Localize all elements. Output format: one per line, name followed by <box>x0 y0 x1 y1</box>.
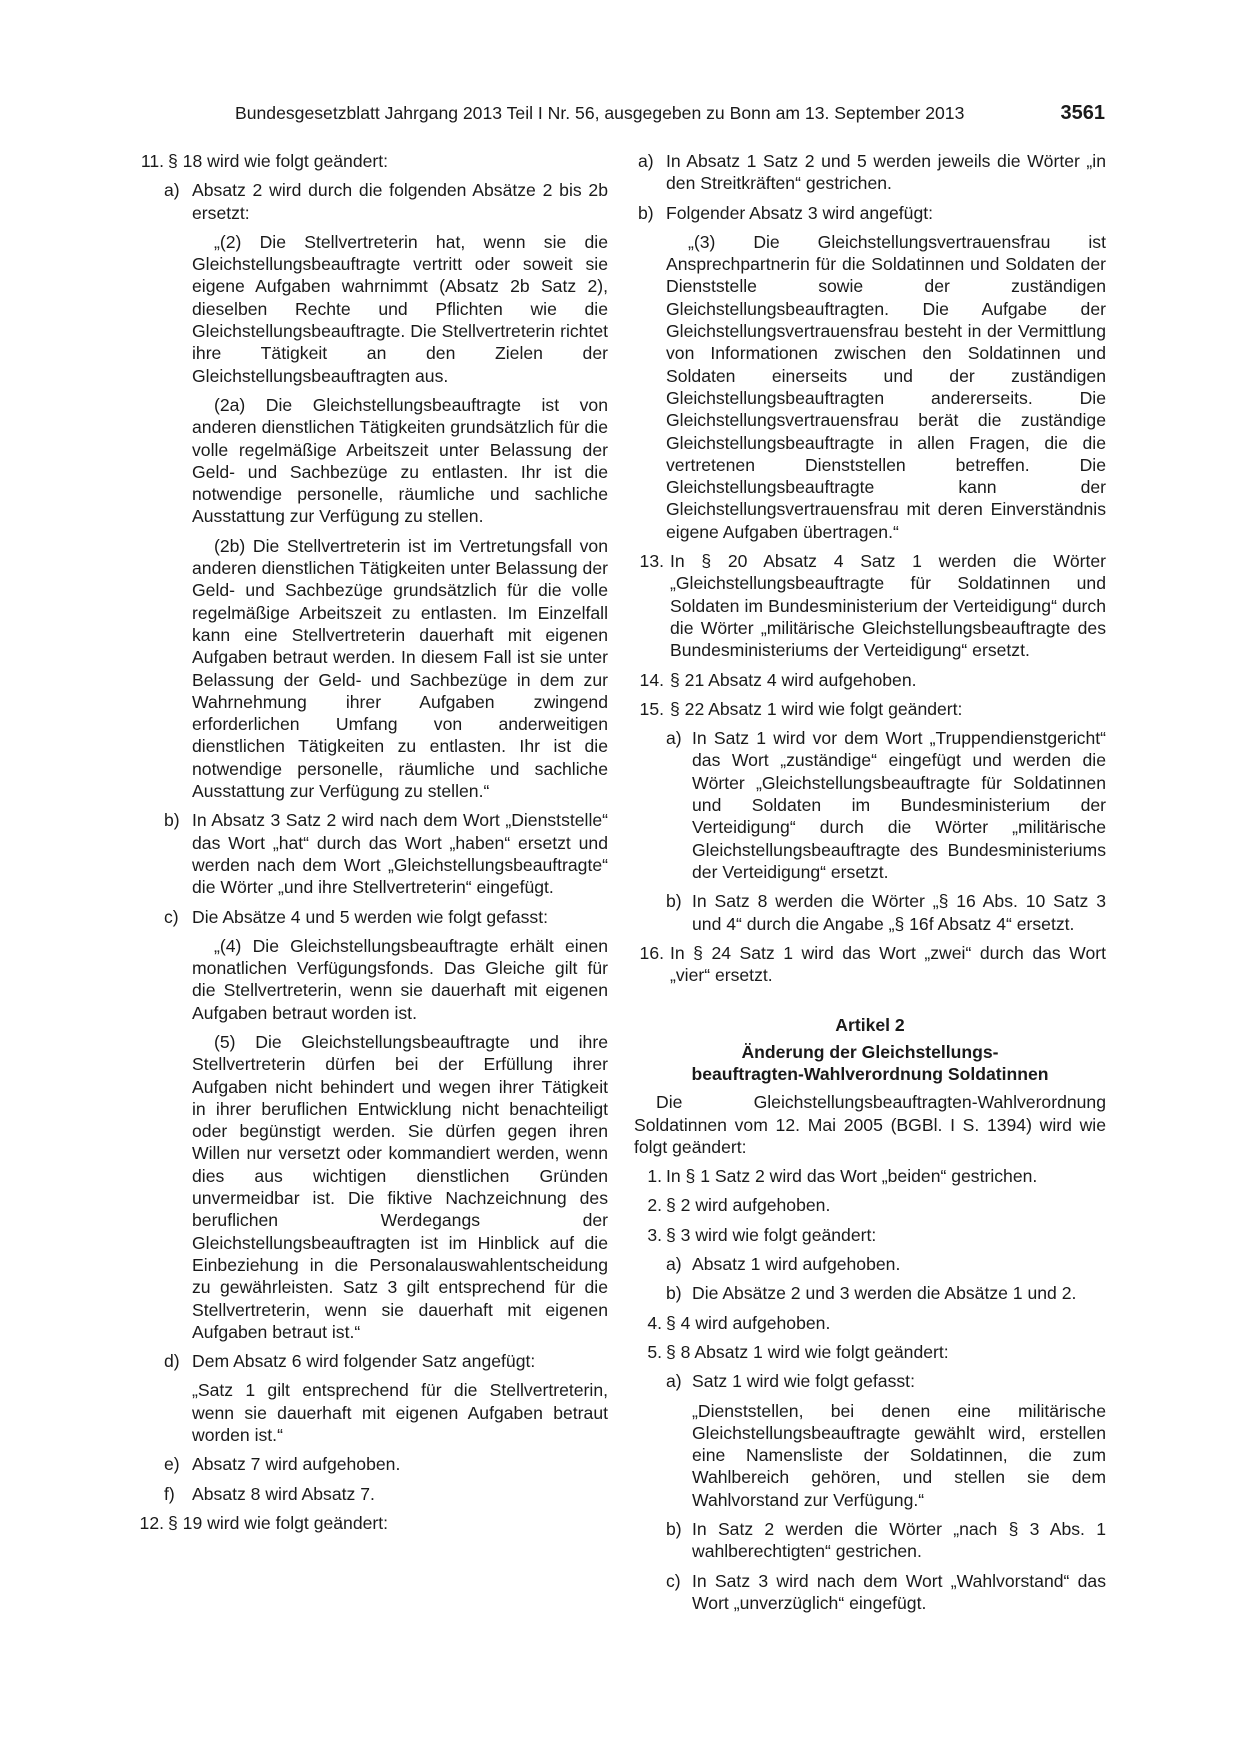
item-text: Absatz 7 wird aufgehoben. <box>192 1454 401 1475</box>
list-item <box>634 1312 1106 1334</box>
item-text: Folgender Absatz 3 wird angefügt: <box>666 202 934 223</box>
list-item <box>634 1341 1106 1363</box>
article-title-line: Änderung der Gleichstellungs- <box>741 1041 999 1062</box>
item-label: a) <box>666 728 682 749</box>
item-text: § 21 Absatz 4 wird aufgehoben. <box>670 669 917 690</box>
item-label: e) <box>164 1454 180 1475</box>
list-item <box>634 890 1106 935</box>
list-item <box>130 1350 608 1372</box>
quoted-paragraph: „Satz 1 gilt entsprechend für die Stellvertreterin, wenn sie dauerhaft mit eigenen Aufgaben betraut worden ist.“ <box>192 1380 608 1446</box>
item-label: a) <box>164 180 180 201</box>
item-label: d) <box>164 1351 180 1372</box>
left-column <box>130 150 608 1541</box>
list-item <box>130 1453 608 1475</box>
list-item <box>634 550 1106 661</box>
list-item <box>130 809 608 898</box>
item-text: Absatz 8 wird Absatz 7. <box>192 1483 375 1504</box>
list-item <box>634 1570 1106 1615</box>
list-item <box>634 1253 1106 1275</box>
list-item <box>634 669 1106 691</box>
item-text: In § 1 Satz 2 wird das Wort „beiden“ gestrichen. <box>666 1166 1038 1187</box>
item-text: In § 24 Satz 1 wird das Wort „zwei“ durch das Wort „vier“ ersetzt. <box>670 942 1106 986</box>
quoted-paragraph: „(3) Die Gleichstellungsvertrauensfrau ist Ansprechpartnerin für die Soldatinnen und Soldaten der Dienststelle sowie der zuständigen Gleichstellungsbeauftragten. Die Aufgabe der Gleichstellungsvertrauensfrau besteht in der Vermittlung von Informationen zwischen den Soldatinnen und Soldaten einerseits und der zuständigen Gleichstellungsbeauftragten andererseits. Die Gleichstellungsvertrauensfrau berät die zuständige Gleichstellungsbeauftragte in allen Fragen, die die vertretenen Dienststellen betreffen. Die Gleichstellungsbeauftragte kann der Gleichstellungsvertrauensfrau mit deren Einverständnis eigene Aufgaben übertragen.“ <box>666 231 1106 542</box>
item-label: b) <box>638 202 654 223</box>
item-number: 1. <box>647 1166 662 1187</box>
item-number: 2. <box>647 1195 662 1216</box>
item-text: Die Absätze 4 und 5 werden wie folgt gefasst: <box>192 906 548 927</box>
list-item <box>634 1224 1106 1246</box>
item-text: § 22 Absatz 1 wird wie folgt geändert: <box>670 698 963 719</box>
list-item <box>130 1483 608 1505</box>
item-label: b) <box>666 1519 682 1540</box>
page-header <box>235 100 1105 130</box>
item-number: 3. <box>647 1224 662 1245</box>
item-text: § 8 Absatz 1 wird wie folgt geändert: <box>666 1341 949 1362</box>
item-number: 11. <box>140 151 164 171</box>
quoted-paragraph: (5) Die Gleichstellungsbeauftragte und ihre Stellvertreterin dürfen bei der Erfüllung ihrer Aufgaben nicht behindert und wegen ihrer Tätigkeit in ihrer beruflichen Entwicklung nicht benachteiligt oder begünstigt werden. Sie dürfen gegen ihren Willen nur versetzt oder kommandiert werden, wenn dies aus wichtigen dienstlichen Gründen unvermeidbar ist. Die fiktive Nachzeichnung des beruflichen Werdegangs der Gleichstellungsbeauftragten ist im Hinblick auf die Einbeziehung in die Personalauswahlentscheidung zu gewährleisten. Satz 3 gilt entsprechend für die Stellvertreterin, wenn sie dauerhaft mit eigenen Aufgaben betraut ist.“ <box>192 1031 608 1342</box>
article-title-line: beauftragten-Wahlverordnung Soldatinnen <box>691 1063 1049 1084</box>
item-label: b) <box>666 1283 682 1304</box>
item-label: f) <box>164 1483 175 1504</box>
item-number: 14. <box>639 669 664 690</box>
item-number: 5. <box>647 1341 662 1362</box>
item-number: 15. <box>639 698 664 719</box>
list-item <box>634 1370 1106 1392</box>
item-number: 13. <box>639 551 664 572</box>
item-text: § 4 wird aufgehoben. <box>666 1312 831 1333</box>
list-item <box>634 1282 1106 1304</box>
list-item <box>634 150 1106 195</box>
quoted-paragraph: „(4) Die Gleichstellungsbeauftragte erhält einen monatlichen Verfügungsfonds. Das Gleiche gilt für die Stellvertreterin, wenn sie dauerhaft mit eigenen Aufgaben betraut worden ist. <box>192 935 608 1023</box>
list-item <box>130 150 608 172</box>
list-item <box>634 1194 1106 1216</box>
quoted-paragraph: „Dienststellen, bei denen eine militärische Gleichstellungsbeauftragte gewählt wird, erstellen eine Namensliste der Soldatinnen, die zum Wahlbereich gehören, und stellen sie dem Wahlvorstand zur Verfügung.“ <box>692 1400 1106 1510</box>
page-number: 3561 <box>1060 102 1105 124</box>
item-label: b) <box>164 810 180 831</box>
header-text: Bundesgesetzblatt Jahrgang 2013 Teil I Nr. 56, ausgegeben zu Bonn am 13. September 2013 <box>235 103 965 123</box>
item-text: Dem Absatz 6 wird folgender Satz angefügt: <box>192 1351 536 1372</box>
quoted-paragraph: (2a) Die Gleichstellungsbeauftragte ist von anderen dienstlichen Tätigkeiten grundsätzlich für die volle regelmäßige Arbeitszeit unter Belassung der Geld- und Sachbezüge zu entlasten. Ihr ist die notwendige personelle, räumliche und sachliche Ausstattung zur Verfügung zu stellen. <box>192 394 608 527</box>
item-text: Die Absätze 2 und 3 werden die Absätze 1 und 2. <box>692 1283 1077 1304</box>
item-text: In Satz 3 wird nach dem Wort „Wahlvorstand“ das Wort „unverzüglich“ eingefügt. <box>692 1570 1106 1613</box>
item-label: c) <box>164 906 179 927</box>
list-item <box>634 202 1106 224</box>
item-text: § 2 wird aufgehoben. <box>666 1195 831 1216</box>
list-item <box>130 906 608 928</box>
item-number: 12. <box>139 1512 164 1533</box>
list-item <box>634 698 1106 720</box>
list-item <box>634 942 1106 987</box>
article-intro: Die Gleichstellungsbeauftragten-Wahlverordnung Soldatinnen vom 12. Mai 2005 (BGBl. I S. 1394) wird wie folgt geändert: <box>634 1092 1106 1157</box>
item-text: § 18 wird wie folgt geändert: <box>168 151 389 171</box>
item-text: In § 20 Absatz 4 Satz 1 werden die Wörter „Gleichstellungsbeauftragte für Soldatinnen und Soldaten im Bundesministerium der Verteidigung“ durch die Wörter „militärische Gleichstellungsbeauftragte des Bundesministeriums der Verteidigung“ ersetzt. <box>670 551 1106 661</box>
item-text: § 3 wird wie folgt geändert: <box>666 1224 877 1245</box>
quoted-paragraph: (2b) Die Stellvertreterin ist im Vertretungsfall von anderen dienstlichen Tätigkeiten unter Belassung der Geld- und Sachbezüge grundsätzlich für die volle regelmäßige Arbeitszeit zu entlasten. Im Einzelfall kann eine Stellvertreterin dauerhaft mit eigenen Aufgaben betraut werden. In diesem Fall ist sie unter Belassung der Geld- und Sachbezüge in dem zur Wahrnehmung ihrer Aufgaben zwingend erforderlichen Umfang von anderweitigen dienstlichen Tätigkeiten zu entlasten. Ihr ist die notwendige personelle, räumliche und sachliche Ausstattung zur Verfügung zu stellen.“ <box>192 535 608 802</box>
item-label: a) <box>638 151 654 171</box>
item-label: b) <box>666 891 682 912</box>
item-text: § 19 wird wie folgt geändert: <box>168 1512 389 1533</box>
item-number: 16. <box>639 942 664 963</box>
right-column <box>634 150 1106 1621</box>
quoted-paragraph: „(2) Die Stellvertreterin hat, wenn sie die Gleichstellungsbeauftragte vertritt oder soweit sie eigene Aufgaben wahrnimmt (Absatz 2b Satz 2), dieselben Rechte und Pflichten wie die Gleichstellungsbeauftragte. Die Stellvertreterin richtet ihre Tätigkeit an den Zielen der Gleichstellungsbeauftragten aus. <box>192 231 608 386</box>
list-item <box>130 1512 608 1534</box>
item-text: In Absatz 3 Satz 2 wird nach dem Wort „Dienststelle“ das Wort „hat“ durch das Wort „haben“ ersetzt und werden nach dem Wort „Gleichstellungsbeauftragte“ die Wörter „und ihre Stellvertreterin“ eingefügt. <box>192 810 608 898</box>
item-text: Satz 1 wird wie folgt gefasst: <box>692 1371 915 1392</box>
list-item <box>634 727 1106 883</box>
item-label: a) <box>666 1371 682 1392</box>
item-label: a) <box>666 1254 682 1275</box>
list-item <box>634 1165 1106 1187</box>
list-item <box>634 1518 1106 1563</box>
item-text: In Absatz 1 Satz 2 und 5 werden jeweils die Wörter „in den Streitkräften“ gestrichen. <box>666 151 1106 194</box>
item-text: Absatz 1 wird aufgehoben. <box>692 1254 901 1275</box>
item-text: Absatz 2 wird durch die folgenden Absätze 2 bis 2b ersetzt: <box>192 180 608 223</box>
item-number: 4. <box>647 1312 662 1333</box>
article-heading: Artikel 2 <box>835 1015 905 1036</box>
item-text: In Satz 1 wird vor dem Wort „Truppendienstgericht“ das Wort „zuständige“ eingefügt und werden die Wörter „Gleichstellungsbeauftragte für Soldatinnen und Soldaten im Bundesministerium der Verteidigung“ durch die Wörter „militärische Gleichstellungsbeauftragte des Bundesministeriums der Verteidigung“ ersetzt. <box>692 728 1106 882</box>
item-text: In Satz 8 werden die Wörter „§ 16 Abs. 10 Satz 3 und 4“ durch die Angabe „§ 16f Absatz 4“ ersetzt. <box>692 891 1106 934</box>
list-item <box>130 179 608 224</box>
item-label: c) <box>666 1570 681 1591</box>
item-text: In Satz 2 werden die Wörter „nach § 3 Abs. 1 wahlberechtigten“ gestrichen. <box>692 1519 1106 1562</box>
